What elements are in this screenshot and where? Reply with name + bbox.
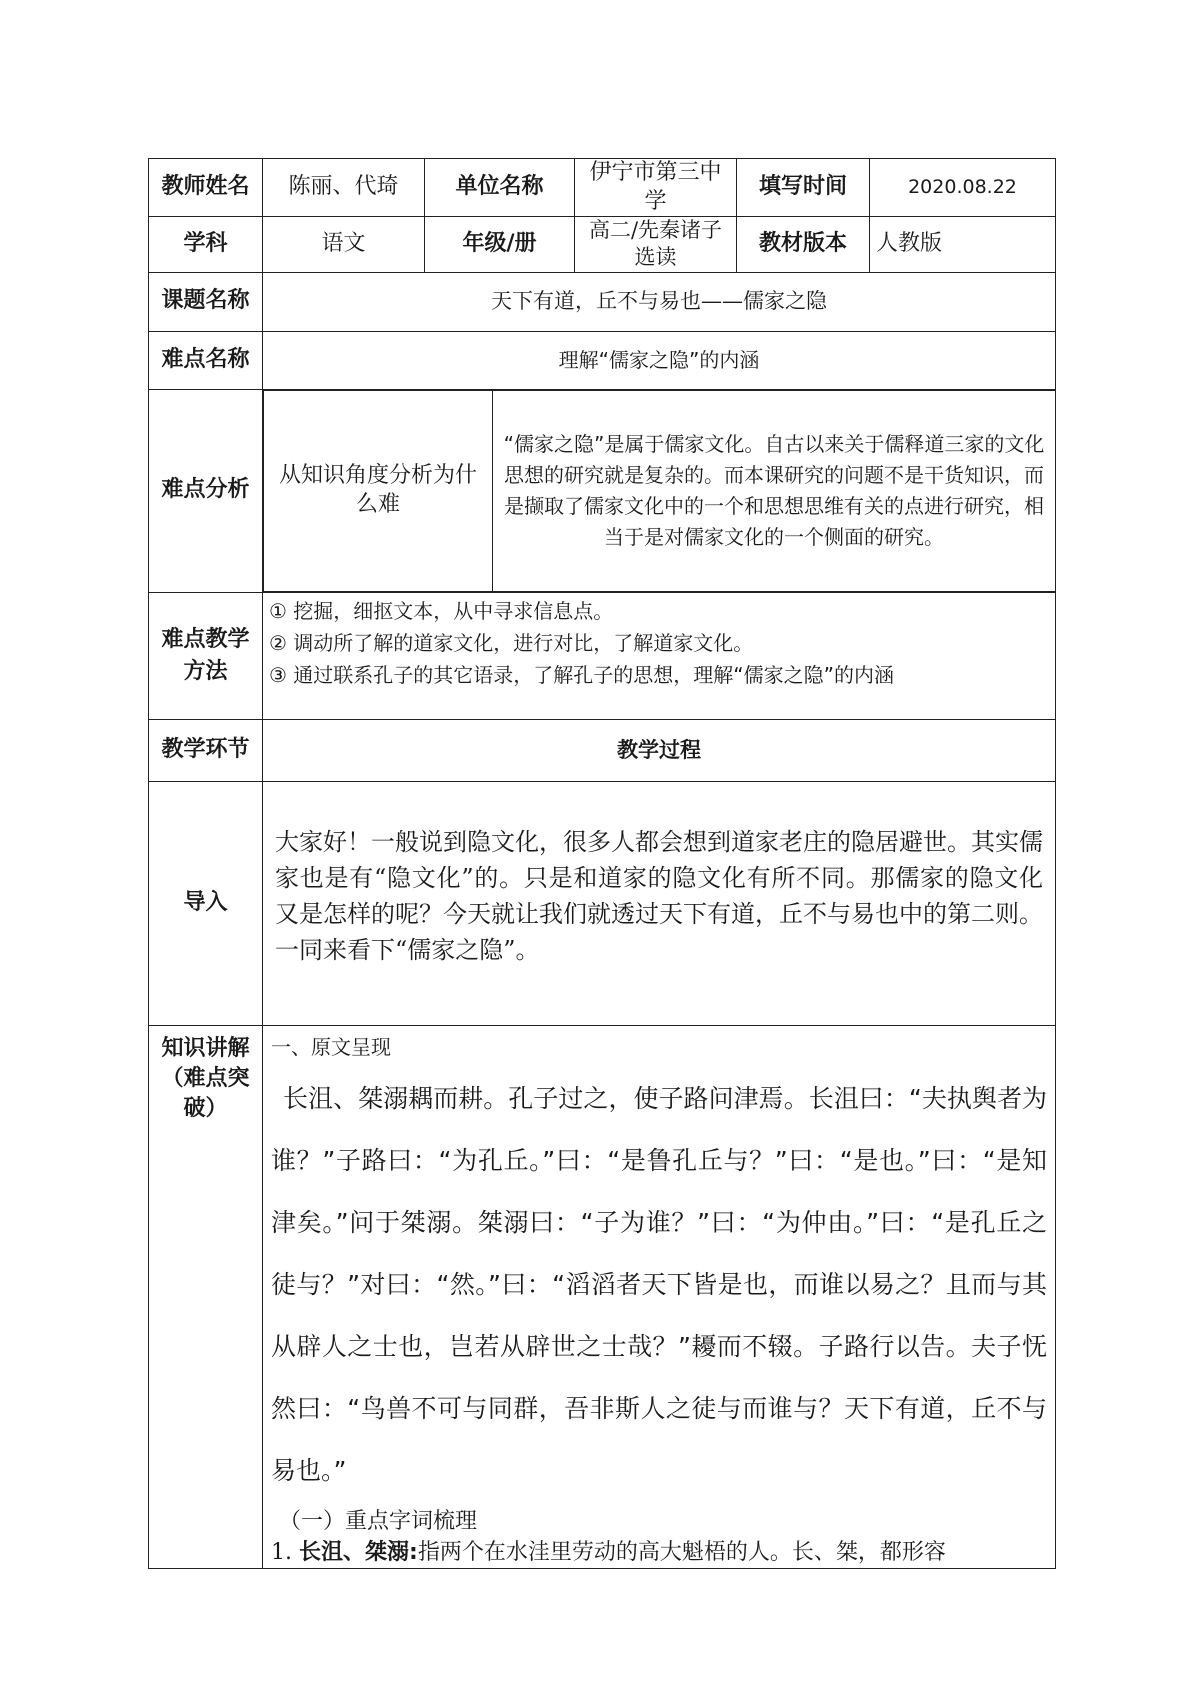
header-row-1 bbox=[149, 159, 1056, 217]
header-row-2 bbox=[149, 217, 1056, 273]
methods-label: 难点教学方法 bbox=[149, 592, 263, 719]
item-term: 长沮、桀溺 bbox=[299, 1539, 410, 1565]
edition-value: 人教版 bbox=[870, 217, 1056, 273]
unit-name-label: 单位名称 bbox=[425, 159, 575, 217]
item-text: 指两个在水洼里劳动的高大魁梧的人。长、桀，都形容 bbox=[417, 1539, 946, 1565]
teacher-name-value: 陈丽、代琦 bbox=[263, 159, 425, 217]
intro-text: 大家好！一般说到隐文化，很多人都会想到道家老庄的隐居避世。其实儒家也是有“隐文化”的。只是和道家的隐文化有所不同。那儒家的隐文化又是怎样的呢？今天就让我们就透过天下有道，丘不与易也中的第二则。一同来看下“儒家之隐”。 bbox=[275, 827, 1043, 964]
topic-label: 课题名称 bbox=[149, 272, 263, 331]
knowledge-label: 知识讲解（难点突破） bbox=[149, 1025, 263, 1568]
grade-value: 高二/先秦诸子选读 bbox=[575, 217, 737, 273]
analysis-question: 从知识角度分析为什么难 bbox=[264, 390, 493, 591]
lesson-plan-table bbox=[148, 158, 1056, 1569]
process-title: 教学过程 bbox=[263, 719, 1056, 781]
fill-date-value: 2020.08.22 bbox=[870, 159, 1056, 217]
difficulty-row bbox=[149, 331, 1056, 389]
analysis-row bbox=[149, 389, 1056, 592]
subsection-title: （一）重点字词梳理 bbox=[279, 1508, 478, 1534]
analysis-label: 难点分析 bbox=[149, 389, 263, 592]
topic-row bbox=[149, 272, 1056, 331]
knowledge-row bbox=[149, 1025, 1056, 1568]
topic-value: 天下有道，丘不与易也——儒家之隐 bbox=[263, 272, 1056, 331]
analysis-answer: “儒家之隐”是属于儒家文化。自古以来关于儒释道三家的文化思想的研究就是复杂的。而本课研究的问题不是干货知识，而是撷取了儒家文化中的一个和思想思维有关的点进行研究，相当于是对儒家文化的一个侧面的研究。 bbox=[493, 390, 1056, 591]
method-item: ① 挖掘，细抠文本，从中寻求信息点。 bbox=[269, 598, 614, 623]
methods-list bbox=[263, 592, 1056, 719]
method-item: ② 调动所了解的道家文化，进行对比，了解道家文化。 bbox=[269, 630, 754, 655]
subject-label: 学科 bbox=[149, 217, 263, 273]
method-item: ③ 通过联系孔子的其它语录，了解孔子的思想，理解“儒家之隐”的内涵 bbox=[269, 662, 895, 687]
edition-label: 教材版本 bbox=[737, 217, 870, 273]
difficulty-value: 理解“儒家之隐”的内涵 bbox=[263, 331, 1056, 389]
grade-label: 年级/册 bbox=[425, 217, 575, 273]
original-text: 长沮、桀溺耦而耕。孔子过之，使子路问津焉。长沮曰：“夫执舆者为谁？”子路曰：“为孔丘。”曰：“是鲁孔丘与？”曰：“是也。”曰：“是知津矣。”问于桀溺。桀溺曰：“子为谁？”曰：“为仲由。”曰：“是孔丘之徒与？”对曰：“然。”曰：“滔滔者天下皆是也，而谁以易之？且而与其从辟人之士也，岂若从辟世之士哉？”耰而不辍。子路行以告。夫子怃然曰：“鸟兽不可与同群，吾非斯人之徒与而谁与？天下有道，丘不与易也。” bbox=[271, 1083, 1047, 1485]
subject-value: 语文 bbox=[263, 217, 425, 273]
vocab-item: 1. 长沮、桀溺:指两个在水洼里劳动的高大魁梧的人。长、桀，都形容 bbox=[271, 1539, 946, 1565]
process-header-row bbox=[149, 719, 1056, 781]
unit-name-value: 伊宁市第三中学 bbox=[575, 159, 737, 217]
intro-row bbox=[149, 781, 1056, 1025]
intro-label: 导入 bbox=[149, 781, 263, 1025]
teacher-name-label: 教师姓名 bbox=[149, 159, 263, 217]
process-stage-label: 教学环节 bbox=[149, 719, 263, 781]
item-number: 1. bbox=[271, 1539, 292, 1565]
difficulty-label: 难点名称 bbox=[149, 331, 263, 389]
fill-date-label: 填写时间 bbox=[737, 159, 870, 217]
methods-row bbox=[149, 592, 1056, 719]
section-title: 一、原文呈现 bbox=[271, 1034, 391, 1059]
analysis-inner bbox=[263, 390, 1055, 592]
